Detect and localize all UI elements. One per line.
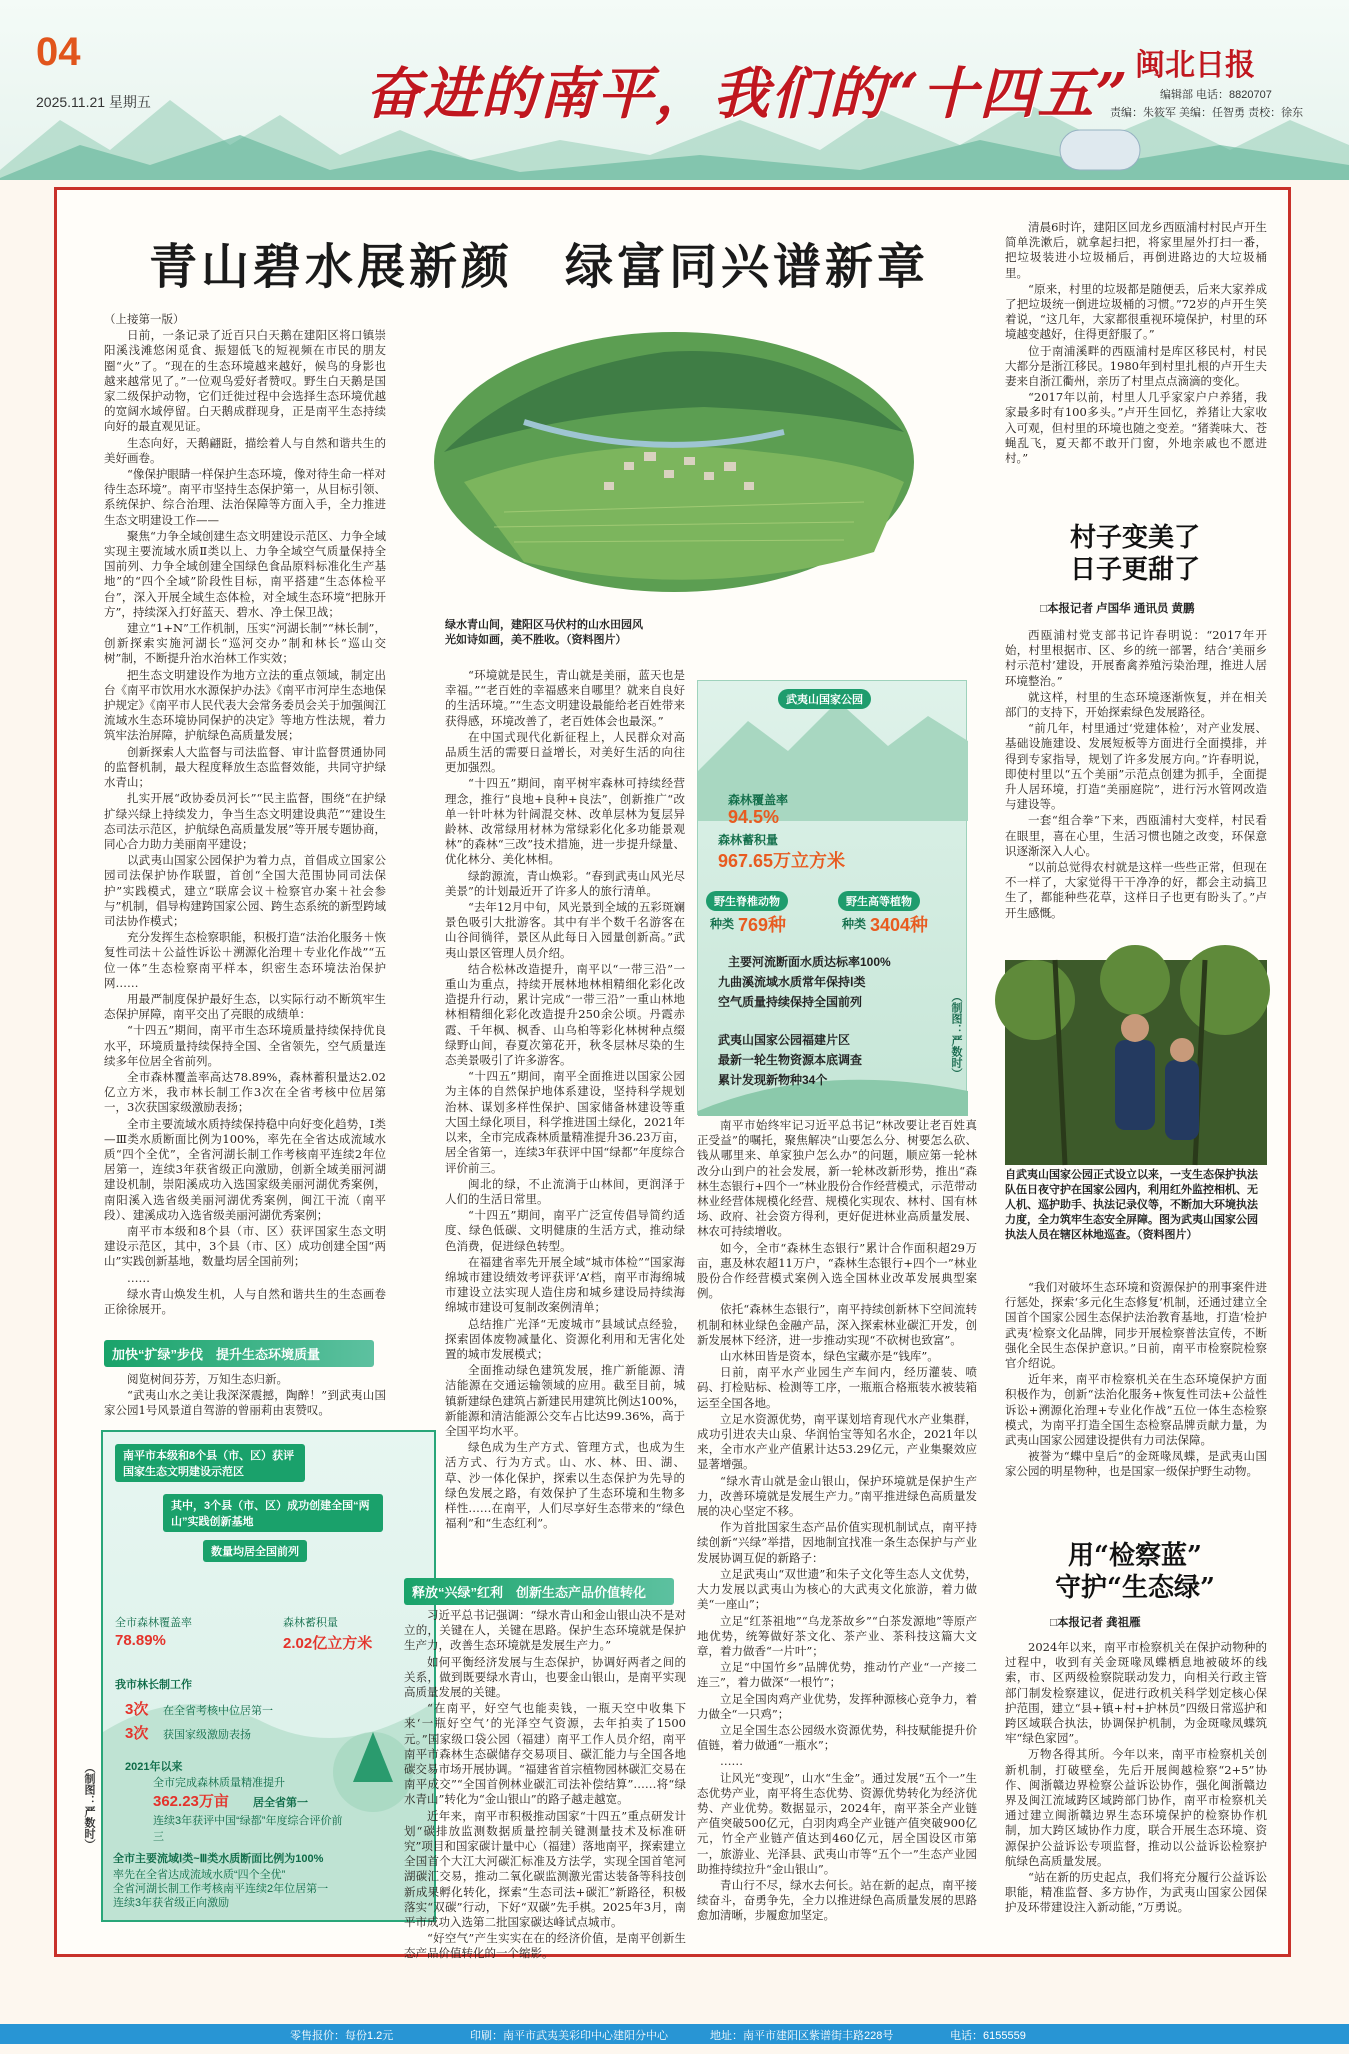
article-column-1b (104, 1372, 386, 1428)
paragraph: 依托“森林生态银行”，南平持续创新林下空间流转机制和林业绿色金融产品，深入探索林业碳汇开发，创新发展林下经济，进一步推动实现“不砍树也致富”。 (697, 1302, 977, 1347)
park-plants-prefix: 种类 (842, 917, 867, 931)
footer-printer: 印刷：南平市武夷美彩印中心建阳分中心 (470, 2030, 668, 2042)
linzhang-text-2: 获国家级激励表扬 (163, 1729, 251, 1741)
story2-headline-line2: 守护“生态绿” (1055, 1573, 1215, 1603)
paragraph: 结合松林改造提升，南平以“一带三沿”一重山为重点，持续开展林地林相精细化彩化改造提升行动，累计完成“一带三沿”一重山林地林相精细化彩化改造提升250余公顷。丹霞赤霞、千年枫、枫香、山乌桕等彩化林树种点缀绿野山间，春夏次第花开，秋冬层林尽染的生态美景吸引了许多游客。 (445, 961, 685, 1068)
editor-contact: 编辑部 电话：8820707 (1160, 89, 1272, 101)
paragraph: 以武夷山国家公园保护为着力点，首倡成立国家公园司法保护协作联盟，首创“全国大范围协同司法保护”实践模式，建立“联席会议＋检察官办案＋社会参与”机制，倡导构建跨国家公园、跨生态系统的新型跨域司法协作模式； (104, 853, 386, 928)
park-stock-value: 967.65万立方米 (718, 851, 846, 871)
info-row-rank: 数量均居全国前列 (203, 1540, 307, 1562)
page-header (0, 0, 1349, 180)
subheading-release-green: 释放“兴绿”红利 创新生态产品价值转化 (404, 1578, 674, 1605)
paragraph: 让风光“变现”，山水“生金”。通过发展“五个一”生态优势产业，南平将生态优势、资源优势转化为经济优势、产业优势。数据显示，2024年，南平茶全产业链产值突破500亿元，白羽肉鸡全产业链产值突破900亿元，竹全产业链产值达到460亿元，居全国设区市第一，旅游业、光泽县、武夷山市等“五个一”生态产业园助推持续拉升“金山银山”。 (697, 1770, 977, 1876)
editor-credits: 责编：朱筱军 美编：任智勇 责校：徐东 (1110, 107, 1304, 119)
paragraph: 日前，一条记录了近百只白天鹅在建阳区将口镇崇阳溪浅滩悠闲觅食、振翅低飞的短视频在市民的朋友圈“火”了。“现在的生态环境越来越好，候鸟的身影也越来越常见了。”一位观鸟爱好者赞叹。野生白天鹅是国家二级保护动物，它们迁徙过程中会选择生态环境优越的宽阔水域停留。白天鹅成群现身，正是南平生态持续向好的最直观见证。 (104, 328, 386, 434)
green-city-text: 连续3年获评中国“绿都”年度综合评价前三 (153, 1815, 343, 1843)
park-plants-label: 野生高等植物 (838, 891, 920, 911)
paragraph: “2017年以前，村里人几乎家家户户养猪，我家最多时有100多头。”卢开生回忆，养猪让大家收入可观，但村里的环境也随之变差。“猪粪味大、苍蝇乱飞，夏天都不敢开门窗，外地亲戚也不愿进村。” (1005, 390, 1267, 466)
paragraph: “绿水青山就是金山银山，保护环境就是保护生产力，改善环境就是发展生产力。”南平推进绿色高质量发展的决心坚定不移。 (697, 1473, 977, 1519)
paragraph: “十四五”期间，南平树牢森林可持续经营理念，推行“良地+良种+良法”，创新推广“改单一针叶林为针阔混交林、改单层林为复层异龄林、改常绿用材林为常绿彩化化多功能景观林”的森林“三改”技术措施，进一步提升绿量、优化林分、美化林相。 (445, 776, 685, 867)
footer-phone: 电话：6155559 (950, 2030, 1026, 2042)
story1-headline (1000, 522, 1270, 586)
story1-byline: □本报记者 卢国华 通讯员 黄鹏 (1040, 603, 1195, 615)
park-animals-prefix: 种类 (710, 917, 735, 931)
paragraph: “十四五”期间，南平全面推进以国家公园为主体的自然保护地体系建设，坚持科学规划治林、谋划多样性保护、国家储备林建设等重大国土绿化项目，科学推进国土绿化，2021年以来，全市完成森林质量精准提升36.23万亩，居全省第一，连续3年获评中国“绿都”年度综合评价前三。 (445, 1069, 685, 1175)
story2-byline: □本报记者 龚祖雁 (1050, 1617, 1141, 1629)
park-title: 武夷山国家公园 (778, 689, 871, 709)
paragraph: “武夷山水之美让我深深震撼，陶醉！”到武夷山国家公园1号风景道自驾游的曾丽莉由衷赞叹。 (104, 1388, 386, 1418)
paragraph: 绿水青山焕发生机，人与自然和谐共生的生态画卷正徐徐展开。 (104, 1286, 386, 1316)
footer-address: 地址：南平市建阳区紫谱街丰路228号 (710, 2030, 894, 2042)
story1-headline-line2: 日子更甜了 (1069, 555, 1200, 585)
paragraph: …… (720, 1754, 743, 1769)
paragraph: 立足“红茶祖地”“乌龙茶故乡”“白茶发源地”等原产地优势，统筹做好茶文化、茶产业、茶科技这篇大文章，着力做香“一片叶”； (697, 1613, 977, 1658)
forest-stock-value: 2.02亿立方米 (283, 1635, 373, 1652)
paragraph: “好空气”产生实实在在的经济价值，是南平创新生态产品价值转化的一个缩影。 (404, 1931, 686, 1961)
paragraph: “以前总觉得农村就是这样一些些正常，但现在不一样了，大家觉得干干净净的好，都会主动搞卫生了，都能种些花草，这样日子也更有盼头了。”卢开生感慨。 (1005, 860, 1267, 920)
park-animals-value: 769种 (738, 915, 787, 935)
law-enforcement-caption: 自武夷山国家公园正式设立以来，一支生态保护执法队伍日夜守护在国家公园内，利用红外监控相机、无人机、巡护助手、执法记录仪等，不断加大环境执法力度，全力筑牢生态安全屏障。图为武夷山国家公园执法人员在辖区林地巡查。（资料图片） (1005, 1169, 1258, 1241)
paragraph: 闽北的绿，不止流淌于山林间，更润泽于人们的生活日常里。 (445, 1176, 685, 1206)
park-infographic-credit: （制图：严数时） (950, 991, 962, 1079)
paragraph: 立足全国肉鸡产业优势，发挥种源核心竞争力，着力做全“一只鸡”； (697, 1691, 977, 1721)
info-row-eco-demo: 南平市本级和8个县（市、区）获评国家生态文明建设示范区 (115, 1444, 305, 1482)
paragraph: “去年12月中旬，风光景到全域的五彩斑斓景色吸引大批游客。其中有半个数千名游客在山谷间徜徉，景区从此每日入园量创新高。”武夷山景区管理人员介绍。 (445, 900, 685, 960)
paragraph: 青山行不尽，绿水去何长。站在新的起点，南平接续奋斗，奋勇争先，全力以推进绿色高质量发展的思路愈加清晰，步履愈加坚定。 (697, 1877, 977, 1923)
paragraph: 作为首批国家生态产品价值实现机制试点，南平持续创新“兴绿”举措，因地制宜找准一条生态保护与产业发展协调互促的新路子： (697, 1520, 977, 1565)
story2-headline (1000, 1540, 1270, 1604)
forest-cover-label: 全市森林覆盖率 (115, 1617, 192, 1629)
subheading-expand-green: 加快“扩绿”步伐 提升生态环境质量 (104, 1340, 374, 1367)
infographic-credit: （制图：严数时） (83, 1762, 95, 1850)
park-fujian-text: 武夷山国家公园福建片区 (718, 1033, 851, 1047)
paragraph: 南平市始终牢记习近平总书记“林改要让老百姓真正受益”的嘱托，聚焦解决“山要怎么分、树要怎么砍、钱从哪里来、单家独户怎么办”的问题，顺应第一轮林改分山到户的社会发展，新一轮林改新形势，推出“森林生态银行+四个一”林业股份合作经营模式，示范带动林业经营体规模化经营、规模化实现农、林村、国有林场、政府、社会资方得利，更好促进林业高质量发展、林农可持续增收。 (697, 1118, 978, 1239)
paragraph: 全面推动绿色建筑发展，推广新能源、清洁能源在交通运输领域的应用。截至目前，城镇新建绿色建筑占新建民用建筑比例达100%，新能源和清洁能源公交车占比达99.36%，高于全国平均水平。 (445, 1363, 685, 1438)
paragraph: 绿色成为生产方式、管理方式，也成为生活方式、行为方式。山、水、林、田、湖、草、沙一体化保护，探索以生态保护为先导的绿色发展之路，有效保护了生态环境和生物多样性……在南平，人们尽享好生态带来的“绿色福利”和“生态红利”。 (445, 1440, 685, 1531)
story1-column (1005, 628, 1267, 958)
park-science-text: 最新一轮生物资源本底调查 (718, 1053, 863, 1067)
paragraph: …… (127, 1270, 150, 1285)
park-new-species: 累计发现新物种34个 (718, 1073, 828, 1087)
park-plants-value: 3404种 (870, 915, 929, 935)
park-cover-label: 森林覆盖率 (728, 793, 789, 807)
park-stock-label: 森林蓄积量 (718, 833, 779, 847)
article-column-1 (104, 312, 386, 1337)
water-quality-label: 全市主要流域Ⅰ类~Ⅲ类水质断面比例为100% (113, 1853, 324, 1865)
paragraph: 在福建省率先开展全域“城市体检”“国家海绵城市建设绩效考评获评‘A’档，南平市海绵城市建设立法实现人造住房和城乡建设局持续海绵城市建设可复制改案例清单； (445, 1254, 685, 1315)
paragraph: 充分发挥生态检察职能，积极打造“法治化服务＋恢复性司法＋公益性诉讼＋溯源化治理＋专业化作战”“五位一体”生态检察南平样本，织密生态环境法治保护网…… (104, 930, 386, 990)
paragraph: 总结推广光泽“无废城市”县域试点经验，探索固体废物减量化、资源化利用和无害化处置的城市发展模式； (445, 1316, 685, 1361)
aerial-landscape-image-icon (404, 312, 924, 617)
paragraph: 近年来，南平市检察机关在生态环境保护方面积极作为，创新“法治化服务+恢复性司法+公益性诉讼+溯源化治理+专业化作战”五位一体生态检察模式，为南平打造全国生态检察品牌贡献力量，为武夷山国家公园建设提供有力司法保障。 (1005, 1372, 1267, 1448)
paragraph: 山水林田皆是资本，绿色宝藏亦是“钱库”。 (720, 1349, 939, 1364)
paragraph: 一套“组合拳”下来，西瓯浦村大变样，村民看在眼里，喜在心里，生活习惯也随之改变，环保意识逐渐深入人心。 (1005, 813, 1267, 858)
paragraph: 万物各得其所。今年以来，南平市检察机关创新机制，打破壁垒，先后开展闽越检察“2+5”协作、闽浙赣边界检察公益诉讼协作，强化闽浙赣边界及闽江流域跨区域跨部门协作，南平市检察机关通过建立闽浙赣边界生态环境保护的检察协作机制，加大跨区域协作力度，联合开展生态环境、资源保护公益诉讼专项监督，推动以公益诉讼检察护航绿色高质量发展。 (1005, 1747, 1267, 1868)
paragraph: （上接第一版） (104, 312, 185, 326)
article-column-2b (404, 1608, 686, 1961)
since-2021-label: 2021年以来 (125, 1761, 183, 1773)
story1-headline-line1: 村子变美了 (1069, 523, 1200, 553)
paragraph: 阅览树间芬芳，万知生态归新。 (127, 1372, 288, 1386)
paragraph: “十四五”期间，南平广泛宣传倡导简约适度、绿色低碳、文明健康的生活方式，推动绿色消费，促进绿色转型。 (445, 1208, 685, 1253)
paragraph: 生态向好，天鹅翩跹，描绘着人与自然和谐共生的美好画卷。 (104, 435, 386, 465)
linzhang-label: 我市林长制工作 (115, 1679, 192, 1691)
paragraph: “环境就是民生，青山就是美丽，蓝天也是幸福。”“老百姓的幸福感来自哪里？就来自良好的生活环境。”“生态文明建设最能给老百姓带来获得感，环境改善了，老百姓体会也最深。” (445, 668, 685, 728)
story2-column (1005, 1640, 1267, 1944)
paragraph: 清晨6时许，建阳区回龙乡西瓯浦村村民卢开生简单洗漱后，就拿起扫把，将家里屋外打扫一番，把垃圾装进小垃圾桶后，再倒进路边的大垃圾桶里。 (1005, 220, 1267, 280)
paragraph: 日前，南平水产业园生产车间内，经历灌装、喷码、打检贴标、检测等工序，一瓶瓶合格瓶装水被装箱运至全国各地。 (697, 1365, 977, 1410)
park-air-text: 空气质量持续保持全国前列 (718, 995, 863, 1009)
infographic-eco-achievements (83, 1430, 436, 1922)
paragraph: 把生态文明建设作为地方立法的重点领域，制定出台《南平市饮用水水源保护办法》《南平市河岸生态地保护规定》《南平市人民代表大会常务委员会关于加强闽江流域水生态环境协同保护的决定》等地方性法规，着力筑牢法治屏障，护航绿色高质量发展； (104, 667, 386, 743)
story1-intro-column (1005, 220, 1267, 520)
paragraph: 立足武夷山“双世遗”和朱子文化等生态人文优势，大力发展以武夷山为核心的大武夷文化旅游，着力做美“一座山”； (697, 1566, 977, 1612)
quality-label: 全市完成森林质量精准提升 (153, 1777, 285, 1789)
village-aerial-photo (404, 312, 924, 617)
paragraph: 立足水资源优势，南平谋划培育现代水产业集群，成功引进农夫山泉、华润怡宝等知名水企，2021年以来，全市水产业产值累计达53.29亿元，产业集聚效应显著增强。 (697, 1411, 977, 1472)
park-water-text: 主要河流断面水质达标率100% (728, 955, 891, 969)
paragraph: 创新探索人大监督与司法监督、审计监督贯通协同的监督机制，最大程度释放生态监督效能，共同守护绿水青山； (104, 744, 386, 790)
info-row-two-mountains: 其中，3个县（市、区）成功创建全国“两山”实践创新基地 (163, 1494, 383, 1532)
quality-rank: 居全省第一 (253, 1797, 308, 1809)
water-quality-text: 率先在全省达成流域水质“四个全优” (113, 1869, 286, 1881)
paragraph: “十四五”期间，南平市生态环境质量持续保持优良水平，环境质量持续保持全国、全省领先，空气质量连续多年位居全省前列。 (104, 1023, 386, 1068)
paragraph: 2024年以来，南平市检察机关在保护动物种的过程中，收到有关金斑喙凤蝶栖息地被破坏的线索，市、区两级检察院联动发力，向相关行政主管部门制发检察建议，促进行政机关科学划定核心保护范围，建立“县+镇+村+护林员”四级日常巡护和跨区域联合执法，协调保护机制，为金斑喙凤蝶筑牢“绿色家园”。 (1005, 1640, 1267, 1746)
river-chief-text: 全省河湖长制工作考核南平连续2年位居第一 (113, 1883, 329, 1895)
article-column-3 (697, 1118, 977, 1944)
paragraph: “像保护眼睛一样保护生态环境，像对待生命一样对待生态环境”。南平市坚持生态保护第一，从目标引领、系统保护、综合治理、法治保障等方面入手，全力推进生态文明建设工作—— (104, 467, 386, 527)
paragraph: 全市森林覆盖率高达78.89%，森林蓄积量达2.02亿立方米，我市林长制工作3次在全省考核中位居第一，3次获国家级激励表扬； (104, 1069, 386, 1115)
forest-patrol-image-icon (1005, 960, 1267, 1165)
paragraph: 如今，全市“森林生态银行”累计合作面积超29万亩，惠及林农超11万户，“森林生态银行+四个一”林业股份合作经营模式案例入选全国林业改革发展典型案例。 (697, 1240, 977, 1301)
paragraph: 建立“1+N”工作机制，压实“河湖长制”“林长制”，创新探索实施河湖长“巡河交办”制和林长“巡山交树”制，不断提升治水治林工作实效； (104, 621, 386, 666)
forest-cover-value: 78.89% (115, 1632, 166, 1649)
paragraph: 扎实开展“政协委员河长”“民主监督，围绕“在护绿扩绿兴绿上持续发力，争当生态文明建设典范”“建设生态司法示范区，护航绿色高质量发展”等开展专题协商，同心合力助力美丽南平建设； (104, 791, 386, 851)
paragraph: 绿韵源流，青山焕彩。“春到武夷山风光尽美景”的计划最近开了许多人的旅行清单。 (445, 868, 685, 898)
paragraph: “站在新的历史起点，我们将充分履行公益诉讼职能，精准监督、多方协作，为武夷山国家公园保护及环带建设注入新动能，”万勇说。 (1005, 1870, 1267, 1915)
paragraph: “我们对破坏生态环境和资源保护的刑事案件进行惩处，探索‘多元化生态修复’机制，还通过建立全国首个国家公园生态保护法治教育基地，打造‘检护武夷’检察文化品牌，同步开展检察普法宣传，不断强化全民生态保护意识。”日前，南平市检察院检察官介绍说。 (1005, 1280, 1267, 1371)
paragraph: 被誉为“蝶中皇后”的金斑喙凤蝶，是武夷山国家公园的明星物种，也是国家一级保护野生动物。 (1005, 1449, 1267, 1479)
paragraph: 如何平衡经济发展与生态保护，协调好两者之间的关系，做到既要绿水青山，也要金山银山，是南平实现高质量发展的关键。 (404, 1654, 686, 1700)
newspaper-logo: 闽北日报 (1135, 48, 1255, 83)
page-footer (0, 2024, 1349, 2044)
law-enforcement-photo (1005, 960, 1267, 1165)
section-title: 奋进的南平，我们的“十四五” (365, 61, 1130, 127)
paragraph: 西瓯浦村党支部书记许春明说：“2017年开始，村里根据市、区、乡的统一部署，结合‘美丽乡村示范村’建设，开展畜禽养殖污染治理，推进人居环境整治。” (1005, 628, 1267, 688)
paragraph: “在南平，好空气也能卖钱，一瓶天空中收集下来‘一瓶好空气’的光泽空气资源，去年拍卖了1500元。”国家级口袋公园（福建）南平工作人员介绍，南平南平市森林生态碳储存交易项目、碳汇能力与全国各地碳交易市场开展协调。“福建省首宗植物园林碳汇交易在南平成交”“全国首例林业碳汇司法补偿结算”……将“绿水青山”转化为“金山银山”的路子越走越宽。 (404, 1701, 686, 1807)
paragraph: “前几年，村里通过‘党建体检’，对产业发展、基础设施建设、发展短板等方面进行全面摸排，并得到专家指导，规划了许多发展方向。”许春明说，即使村里以“五个美丽”示范点创建为抓手，全面提升人居环境，打造“美丽庭院”，进行污水管网改造与建设等。 (1005, 721, 1267, 812)
paragraph: 用最严制度保护最好生态，以实际行动不断筑牢生态保护屏障，南平交出了亮眼的成绩单： (104, 991, 386, 1022)
infographic-wuyishan-park (697, 680, 967, 1115)
paragraph: 立足“中国竹乡”品牌优势，推动竹产业“一产接二连三”，着力做深“一根竹”； (697, 1660, 977, 1690)
photo-caption: 绿水青山间，建阳区马伏村的山水田园风光如诗如画，美不胜收。（资料图片） (445, 619, 643, 646)
paragraph: 立足全国生态公园级水资源优势，科技赋能提升价值链，着力做通“一瓶水”； (697, 1722, 977, 1753)
linzhang-text-1: 在全省考核中位居第一 (163, 1705, 273, 1717)
paragraph: 就这样，村里的生态环境逐渐恢复，并在相关部门的支持下，开始探索绿色发展路径。 (1005, 689, 1267, 720)
paragraph: 位于南浦溪畔的西瓯浦村是库区移民村，村民大都分是浙江移民。1980年到村里扎根的卢开生夫妻来自浙江衢州，亲历了村里点点滴滴的变化。 (1005, 343, 1267, 389)
footer-price: 零售报价：每份1.2元 (290, 2030, 394, 2042)
quality-value: 362.23万亩 (153, 1793, 229, 1810)
paragraph: 全市主要流域水质持续保持稳中向好变化趋势，Ⅰ类—Ⅲ类水质断面比例为100%，率先在全省达成流域水质“四个全优”，全省河湖长制工作考核南平连续2年位居第一，连续3年获省级正向激励，创新全域美丽河湖建设机制，崇阳溪成功入选国家级美丽河湖优秀案例，南阳溪入选省级美丽河湖优秀案例，闽江干流（南平段）、建溪成功入选省级美丽河湖优秀案例； (104, 1116, 386, 1222)
linzhang-times-1: 3次 (125, 1701, 149, 1718)
article-column-2 (445, 668, 685, 1576)
park-water-text-2: 九曲溪流域水质常年保持Ⅰ类 (718, 975, 866, 989)
paragraph: “原来，村里的垃圾都是随便丢，后来大家养成了把垃圾统一倒进垃圾桶的习惯。”72岁的卢开生笑着说，“这几年，大家都很重视环境保护，村里的环境越变越好，住得更舒服了。” (1005, 281, 1267, 342)
article-headline: 青山碧水展新颜 绿富同兴谱新章 (149, 239, 930, 295)
river-chief-text-2: 连续3年获省级正向激励 (113, 1897, 230, 1909)
paragraph: 南平市本级和8个县（市、区）获评国家生态文明建设示范区，其中，3个县（市、区）成功创建全国“两山”实践创新基地，数量均居全国前列； (104, 1223, 386, 1269)
page-number: 04 (36, 30, 81, 74)
park-animals-label: 野生脊椎动物 (706, 891, 788, 911)
forest-stock-label: 森林蓄积量 (283, 1617, 338, 1629)
paragraph: 近年来，南平市积极推动国家“十四五”重点研发计划“碳排放监测数据质量控制关键测量技术及标准研究”项目和国家碳计量中心（福建）落地南平，探索建立全国首个大江大河碳汇标准及方法学，实现全国首笔河湖碳汇交易，推动二氧化碳监测激光雷达装备等科技创新成果孵化转化，探索“生态司法+碳汇”新路径，积极落实“双碳”行动，下好“双碳”先手棋。2025年3月，南平市成功入选第二批国家碳达峰试点城市。 (404, 1808, 686, 1930)
issue-date: 2025.11.21 星期五 (36, 94, 151, 110)
story2-intro-column (1005, 1280, 1267, 1526)
paragraph: 习近平总书记强调：“绿水青山和金山银山决不是对立的，关键在人，关键在思路。保护生态环境就是保护生产力，改善生态环境就是发展生产力。” (404, 1608, 686, 1653)
linzhang-times-2: 3次 (125, 1725, 149, 1742)
paragraph: 在中国式现代化新征程上，人民群众对高品质生活的需要日益增长，对美好生活的向往更加强烈。 (445, 729, 685, 775)
story2-headline-line1: 用“检察蓝” (1068, 1541, 1202, 1571)
park-cover-value: 94.5% (728, 807, 780, 827)
paragraph: 聚焦“力争全域创建生态文明建设示范区、力争全域实现主要流域水质Ⅱ类以上、力争全域空气质量保持全国前列、力争全域创建全国绿色食品原料标准化生产基地”的“四个全域”阶段性目标，南平搭建“生态体检平台”，深入开展全域生态体检，对全域生态环境“把脉开方”，持续深入打好蓝天、碧水、净土保卫战； (104, 528, 386, 619)
